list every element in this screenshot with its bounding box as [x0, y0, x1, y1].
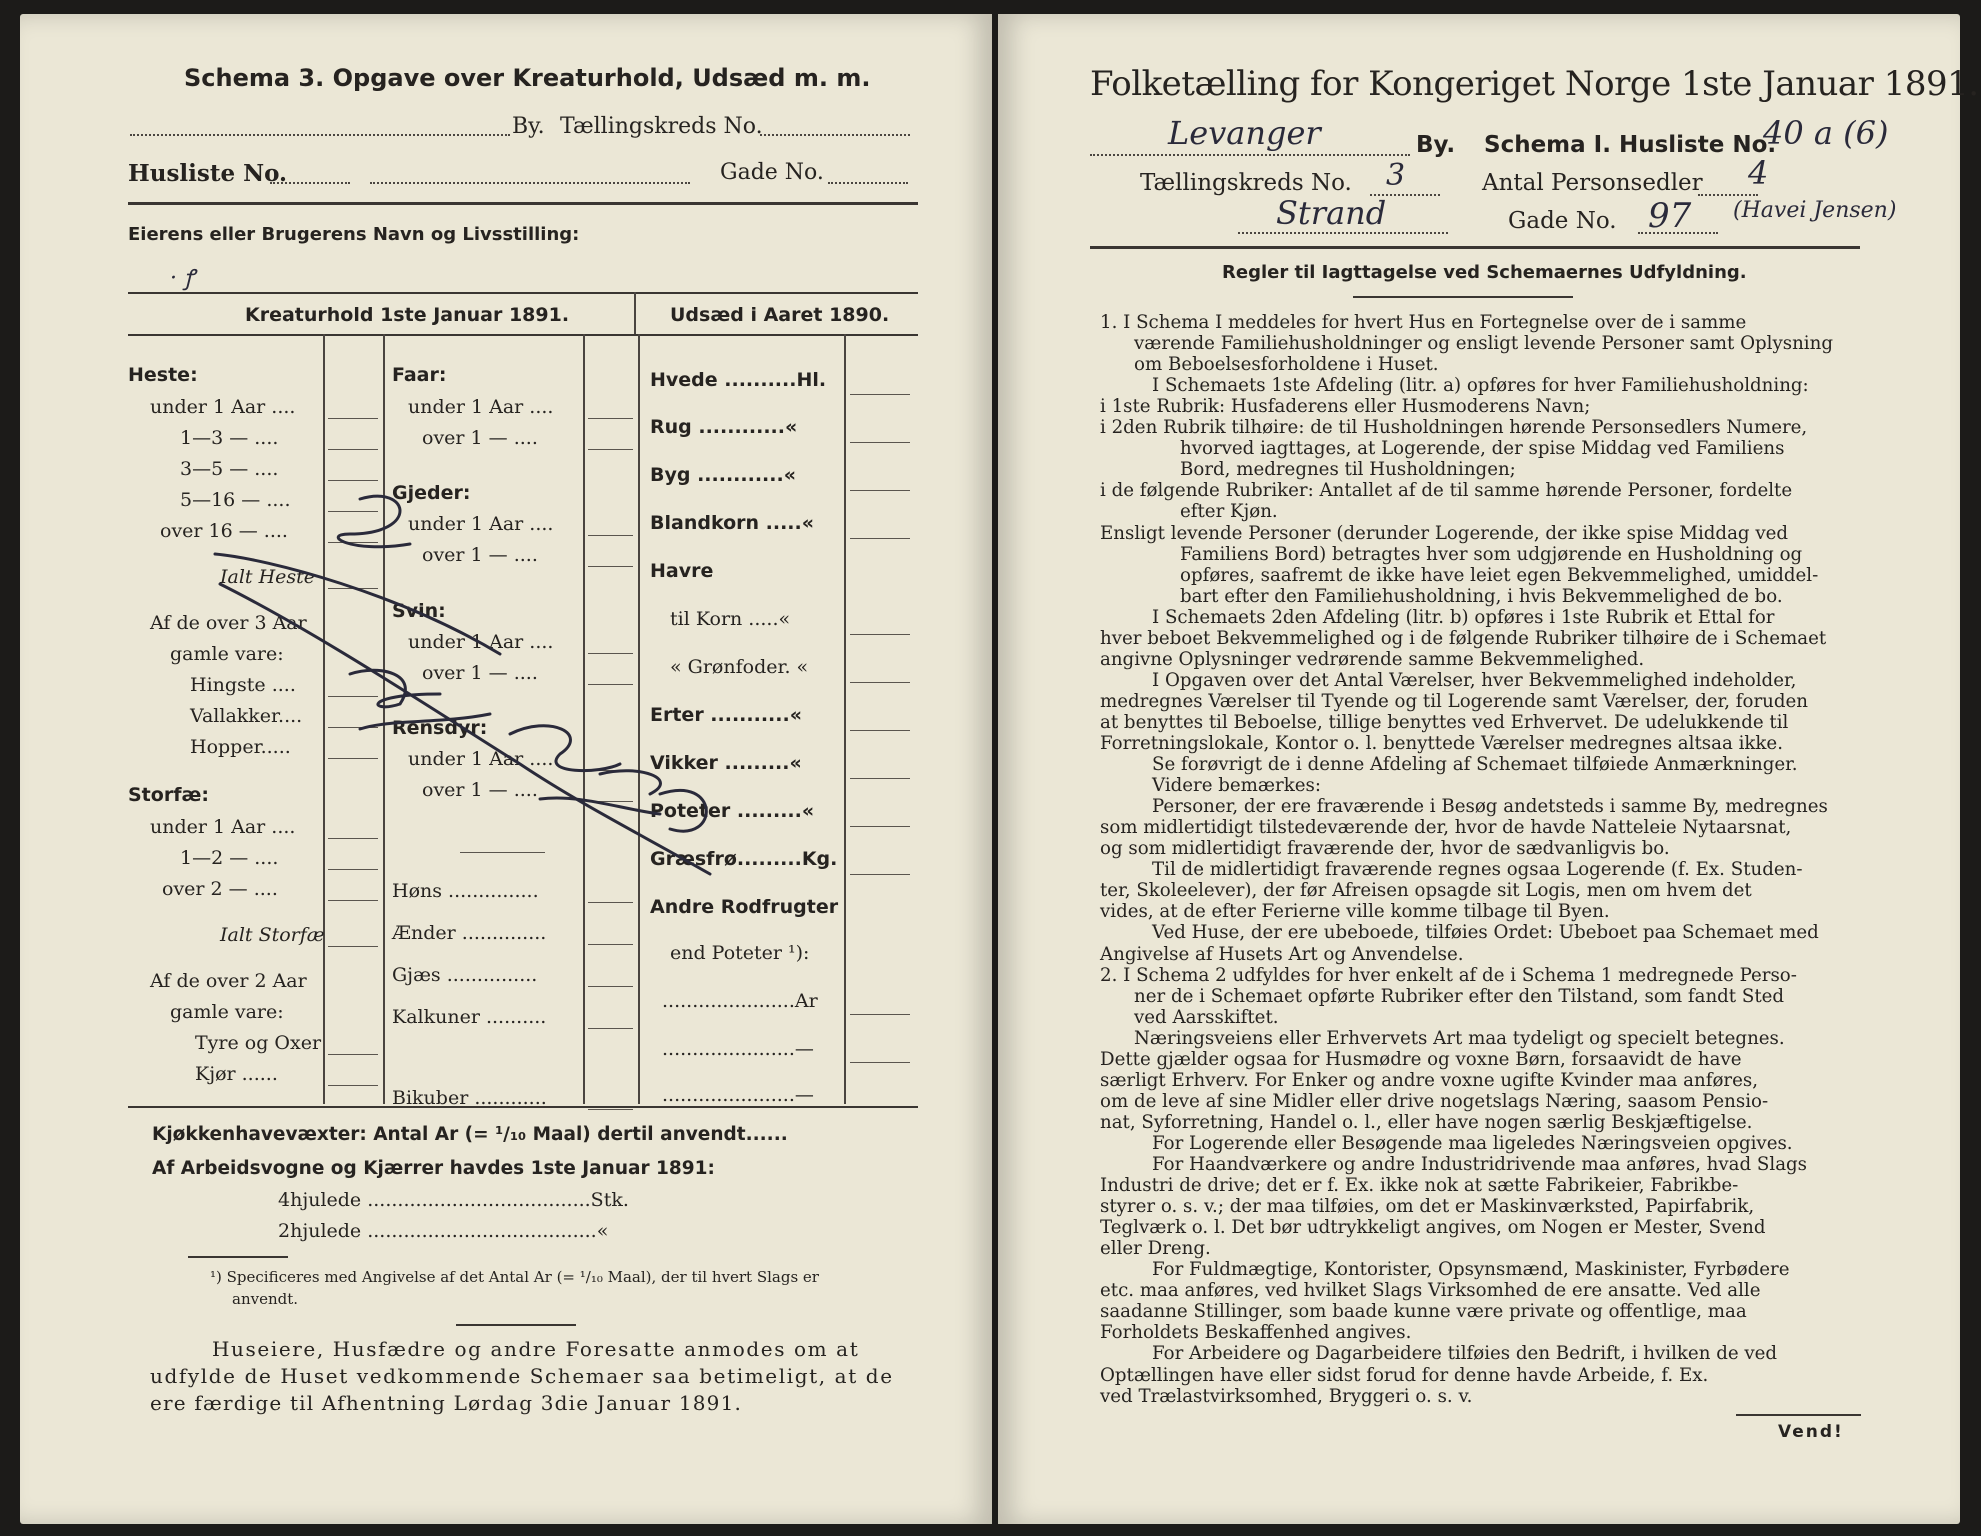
row-heste-13: 1—3 — ....: [180, 427, 279, 449]
row-kalkuner: Kalkuner ..........: [392, 1006, 547, 1028]
hand-gade: Strand: [1276, 194, 1387, 232]
rule-line: Industri de drive; det er f. Ex. ikke nok at sætte Fabrikeier, Fabrikbe-: [1100, 1175, 1739, 1197]
row-storfae-o2: over 2 — ....: [162, 878, 278, 900]
hand-antal: 4: [1748, 154, 1769, 192]
rule-line: nat, Syforretning, Handel o. l., eller have nogen særlig Beskjæftigelse.: [1100, 1111, 1753, 1133]
row-storfae: Storfæ:: [128, 784, 209, 806]
hand-note: (Havei Jensen): [1733, 198, 1897, 223]
rule-line: i 2den Rubrik tilhøire: de til Husholdningen hørende Personsedlers Numere,: [1100, 417, 1808, 439]
row-endpoteter: end Poteter ¹):: [670, 942, 810, 964]
row-storfae-u1: under 1 Aar ....: [150, 816, 296, 838]
rules-title: Regler til Iagttagelse ved Schemaernes Udfyldning.: [1222, 262, 1747, 283]
row-gamle2: gamle vare:: [170, 1001, 284, 1023]
rule-line: Optællingen have eller sidst forud for denne havde Arbeide, f. Ex.: [1100, 1364, 1709, 1386]
rule-line: styrer o. s. v.; der maa tilføies, om det er Maskinværksted, Papirfabrik,: [1100, 1196, 1755, 1218]
rules-title-rule: [1353, 296, 1573, 298]
rule-line: at benyttes til Beboelse, tillige benyttes ved Erhvervet. De udelukkende til: [1100, 711, 1789, 733]
rule-line: hver beboet Bekvemmelighed og i de følgende Rubriker tilhøire de i Schemaet: [1100, 627, 1827, 649]
separator-rule: [456, 1324, 576, 1326]
row-rensdyr-u1: under 1 Aar ....: [408, 748, 554, 770]
rule-line: Ved Huse, der ere ubeboede, tilføies Ordet: Ubeboet paa Schemaet med: [1152, 922, 1819, 944]
rule-line: Forholdets Beskaffenhed angives.: [1100, 1322, 1412, 1344]
right-top-rule: [1090, 246, 1860, 249]
rule-line: saadanne Stillinger, som baade kunne være private og offentlige, maa: [1100, 1301, 1747, 1323]
right-page: [998, 14, 1979, 1524]
rule-line: medregnes Værelser til Tyende og til Logerende samt Værelser, der, foruden: [1100, 690, 1809, 712]
closing-1: Huseiere, Husfædre og andre Foresatte anmodes om at: [212, 1337, 860, 1361]
row-hopper: Hopper.....: [190, 736, 291, 758]
vend-rule: [1736, 1414, 1861, 1416]
row-gjaes: Gjæs ...............: [392, 964, 538, 986]
hand-by: Levanger: [1168, 114, 1321, 152]
row-faar: Faar:: [392, 364, 447, 386]
rule-line: Videre bemærkes:: [1152, 775, 1321, 797]
handwritten-strokes: [20, 14, 992, 1524]
row-rensdyr-o1: over 1 — ....: [422, 779, 538, 801]
row-heste-35: 3—5 — ....: [180, 458, 279, 480]
rule-line: Ensligt levende Personer (derunder Logerende, der ikke spise Middag ved: [1100, 522, 1789, 544]
antal-dots: [1698, 194, 1758, 196]
rule-line: Personer, der ere fraværende i Besøg andetsteds i samme By, medregnes: [1152, 796, 1828, 818]
row-hons: Høns ...............: [392, 880, 539, 902]
husliste-label: Husliste No.: [128, 160, 288, 187]
row-rug: Rug ............«: [650, 416, 798, 438]
rule-line: Se forøvrigt de i denne Afdeling af Schemaet tilføiede Anmærkninger.: [1152, 754, 1798, 776]
row-byg: Byg ............«: [650, 464, 796, 486]
row-ar2: ......................—: [662, 1038, 814, 1060]
hand-tk: 3: [1386, 158, 1406, 193]
row-heste-u1: under 1 Aar ....: [150, 396, 296, 418]
row-storfae-12: 1—2 — ....: [180, 847, 279, 869]
rule-line: I Opgaven over det Antal Værelser, hver Bekvemmelighed indeholder,: [1152, 669, 1797, 691]
rule-line: hvorved iagttages, at Logerende, der spise Middag ved Familiens: [1180, 438, 1785, 460]
row-bikuber: Bikuber ............: [392, 1087, 547, 1109]
row-graesfro: Græsfrø.........Kg.: [650, 848, 838, 870]
row-tyre: Tyre og Oxer: [195, 1032, 322, 1054]
row-ialt-storfae: Ialt Storfæ: [220, 924, 325, 946]
rule-line: i de følgende Rubriker: Antallet af de til samme hørende Personer, fordelte: [1100, 480, 1793, 502]
rule-line: Til de midlertidigt fraværende regnes ogsaa Logerende (f. Ex. Studen-: [1152, 859, 1803, 881]
rule-line: Teglværk o. l. Det bør udtrykkeligt angives, om Nogen er Mester, Svend: [1100, 1217, 1766, 1239]
rule-line: For Fuldmægtige, Kontorister, Opsynsmænd, Maskinister, Fyrbødere: [1152, 1259, 1790, 1281]
footnote-2: anvendt.: [232, 1290, 299, 1308]
rule-line: 2. I Schema 2 udfyldes for hver enkelt af de i Schema 1 medregnede Perso-: [1100, 964, 1797, 986]
closing-3: ere færdige til Afhentning Lørdag 3die Januar 1891.: [150, 1391, 743, 1415]
rule-line: særligt Erhverv. For Enker og andre voxne ugifte Kvinder maa anføres,: [1100, 1069, 1758, 1091]
row-hingste: Hingste ....: [190, 674, 296, 696]
row-vikker: Vikker .........«: [650, 752, 802, 774]
row-svin-o1: over 1 — ....: [422, 662, 538, 684]
owner-mark: · ꝭ: [170, 266, 195, 291]
rule-line: Næringsveiens eller Erhvervets Art maa tydeligt og specielt betegnes.: [1134, 1027, 1785, 1049]
row-hvede: Hvede ..........Hl.: [650, 369, 827, 391]
row-gjeder-u1: under 1 Aar ....: [408, 513, 554, 535]
rule-line: Bord, medregnes til Husholdningen;: [1180, 459, 1516, 481]
vend-label: Vend!: [1778, 1422, 1844, 1442]
left-page: [20, 14, 992, 1524]
rule-line: I Schemaets 1ste Afdeling (litr. a) opføres for hver Familiehusholdning:: [1152, 375, 1809, 397]
row-havre: Havre: [650, 560, 714, 582]
row-gjeder: Gjeder:: [392, 482, 471, 504]
rule-line: ter, Skoleelever), der før Afreisen opsagde sit Logis, men om hvem det: [1100, 880, 1752, 902]
row-rodfrugter: Andre Rodfrugter: [650, 896, 839, 918]
row-aender: Ænder ..............: [392, 922, 547, 944]
footnote-rule: [188, 1256, 288, 1258]
row-heste: Heste:: [128, 364, 198, 386]
row-over2: Af de over 2 Aar: [150, 970, 307, 992]
kjokken-line: Kjøkkenhavevæxter: Antal Ar (= ¹/₁₀ Maal) dertil anvendt......: [152, 1124, 788, 1145]
rule-line: om de leve af sine Midler eller drive nogetslags Næring, saasom Pensio-: [1100, 1090, 1769, 1112]
row-heste-o16: over 16 — ....: [160, 520, 288, 542]
census-title: Folketælling for Kongeriget Norge 1ste Januar 1891.: [1090, 64, 1979, 104]
schema3-title: Schema 3. Opgave over Kreaturhold, Udsæd m. m.: [184, 64, 871, 92]
rule-line: bart efter den Familiehusholdning, i hvis Bekvemmelighed de bo.: [1180, 585, 1783, 607]
rule-line: I Schemaets 2den Afdeling (litr. b) opføres i 1ste Rubrik et Ettal for: [1152, 606, 1775, 628]
rule-line: og som midlertidigt fraværende der, hvor de sædvanligvis bo.: [1100, 838, 1670, 860]
hand-husliste: 40 a (6): [1763, 114, 1889, 152]
gadeno-dots: [1638, 232, 1718, 234]
row-gamle: gamle vare:: [170, 643, 284, 665]
hand-gadeno: 97: [1648, 196, 1692, 236]
rule-line: opføres, saafremt de ikke have leiet egen Bekvemmelighed, umiddel-: [1180, 564, 1819, 586]
rule-line: om Beboelsesforholdene i Huset.: [1134, 354, 1439, 376]
rule-line: ved Trælastvirksomhed, Bryggeri o. s. v.: [1100, 1385, 1473, 1407]
owner-label: Eierens eller Brugerens Navn og Livsstilling:: [128, 224, 580, 245]
rule-line: eller Dreng.: [1100, 1238, 1211, 1260]
right-tk-label: Tællingskreds No.: [1140, 170, 1352, 196]
row-heste-516: 5—16 — ....: [180, 489, 291, 511]
right-schema-label: Schema I. Husliste No.: [1484, 132, 1777, 158]
rule-line: som midlertidigt tilstedeværende der, hvor de havde Natteleie Nytaarsnat,: [1100, 817, 1792, 839]
antal-label: Antal Personsedler: [1482, 170, 1703, 196]
header-udsaed: Udsæd i Aaret 1890.: [670, 304, 890, 326]
hjul2-line: 2hjulede ......................................«: [278, 1220, 609, 1242]
rule-line: etc. maa anføres, ved hvilket Slags Virksomhed de ere ansatte. Ved alle: [1100, 1280, 1761, 1302]
rule-line: For Arbeidere og Dagarbeidere tilføies den Bedrift, i hvilken de ved: [1152, 1343, 1778, 1365]
rule-line: i 1ste Rubrik: Husfaderens eller Husmoderens Navn;: [1100, 396, 1591, 418]
rule-line: vides, at de efter Ferierne ville komme tilbage til Byen.: [1100, 901, 1610, 923]
row-ialt-heste: Ialt Heste: [220, 566, 316, 588]
row-tilkorn: til Korn .....«: [670, 608, 791, 630]
rule-line: 1. I Schema I meddeles for hvert Hus en Fortegnelse over de i samme: [1100, 312, 1747, 333]
rule-line: værende Familiehusholdninger og ensligt levende Personer samt Oplysning: [1134, 333, 1833, 355]
row-rensdyr: Rensdyr:: [392, 717, 488, 739]
by-label: By.: [512, 114, 545, 139]
row-poteter: Poteter .........«: [650, 800, 815, 822]
rule-line: For Logerende eller Besøgende maa ligeledes Næringsveien opgives.: [1152, 1132, 1793, 1154]
rule-line: Angivelse af Husets Art og Anvendelse.: [1100, 943, 1464, 965]
right-gade-label: Gade No.: [1508, 208, 1617, 234]
row-gjeder-o1: over 1 — ....: [422, 544, 538, 566]
hjul4-line: 4hjulede .....................................Stk.: [278, 1189, 629, 1211]
gade-dots-right: [1238, 232, 1448, 234]
rule-line: Forretningslokale, Kontor o. l. benyttede Værelser medregnes altsaa ikke.: [1100, 733, 1783, 754]
rule-line: ner de i Schemaet opførte Rubriker efter den Tilstand, som fandt Sted: [1134, 985, 1785, 1007]
rule-line: Dette gjælder ogsaa for Husmødre og voxne Børn, forsaavidt de have: [1100, 1048, 1742, 1070]
closing-2: udfylde de Huset vedkommende Schemaer saa betimeligt, at de: [150, 1364, 894, 1388]
row-faar-u1: under 1 Aar ....: [408, 396, 554, 418]
rule-line: For Haandværkere og andre Industridrivende maa anføres, hvad Slags: [1152, 1154, 1808, 1175]
rule-line: ved Aarsskiftet.: [1134, 1006, 1279, 1028]
row-vallakker: Vallakker....: [190, 705, 303, 727]
arbeid-line: Af Arbeidsvogne og Kjærrer havdes 1ste Januar 1891:: [152, 1158, 715, 1179]
row-erter: Erter ...........«: [650, 704, 802, 726]
row-svin: Svin:: [392, 600, 446, 622]
row-svin-u1: under 1 Aar ....: [408, 631, 554, 653]
rule-line: efter Kjøn.: [1180, 501, 1278, 523]
header-kreaturhold: Kreaturhold 1ste Januar 1891.: [245, 304, 570, 326]
rule-line: angivne Oplysninger vedrørende samme Bekvemmelighed.: [1100, 648, 1645, 670]
right-by-dots: [1090, 154, 1410, 156]
row-ar1: ......................Ar: [662, 990, 818, 1012]
row-blandkorn: Blandkorn .....«: [650, 512, 814, 534]
tk-label: Tællingskreds No.: [560, 114, 763, 139]
gade-label: Gade No.: [720, 160, 824, 185]
row-ar3: ......................—: [662, 1084, 814, 1106]
row-over3: Af de over 3 Aar: [150, 612, 307, 634]
right-by-label: By.: [1416, 132, 1456, 158]
footnote-1: ¹) Specificeres med Angivelse af det Antal Ar (= ¹/₁₀ Maal), der til hvert Slags er: [210, 1268, 819, 1286]
rule-line: Familiens Bord) betragtes hver som udgjørende en Husholdning og: [1180, 543, 1803, 565]
row-kjor: Kjør ......: [195, 1063, 278, 1085]
row-faar-o1: over 1 — ....: [422, 427, 538, 449]
row-gronfoder: « Grønfoder. «: [670, 656, 809, 678]
